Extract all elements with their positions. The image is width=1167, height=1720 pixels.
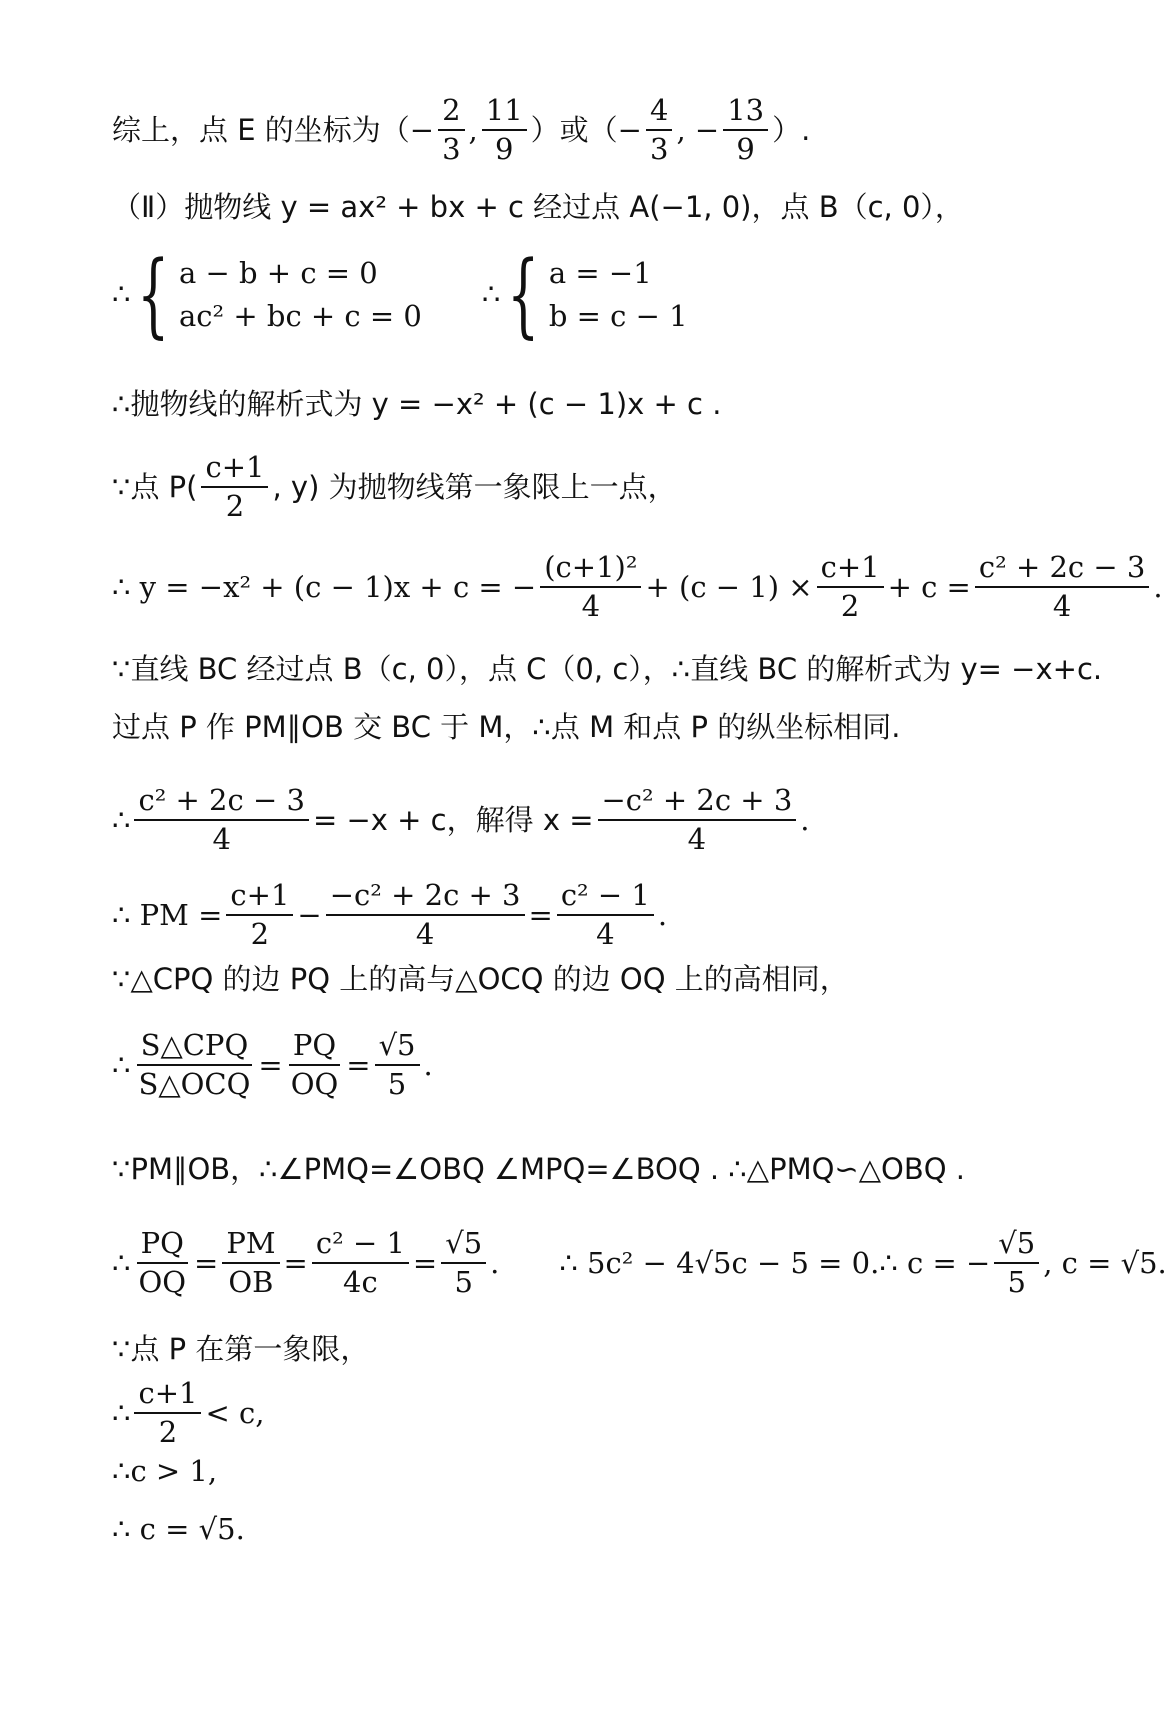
fraction: $\frac{\text{−c² + 2c + 3}}{4}$	[326, 880, 525, 951]
fraction: $\frac{11}{9}$	[482, 95, 527, 166]
text: （Ⅱ）抛物线 y = ax² + bx + c 经过点 A(−1, 0)，点 B（c, 0），	[112, 190, 964, 224]
fraction: $\frac{c+1}{2}$	[226, 880, 293, 951]
line-4	[112, 387, 722, 421]
fraction: $\frac{\text{c² − 1}}{4c}$	[312, 1228, 409, 1299]
line-1: 综上，点 E 的坐标为（ − $\frac{2}{3}$ , $\frac{11}{9}$ ）或（ − $\frac{4}{3}$ , − $\frac{13}{9}$ ）.	[112, 93, 811, 167]
fraction: $\frac{2}{3}$	[438, 95, 464, 166]
fraction: $\frac{\text{(c+1)²}}{4}$	[540, 552, 641, 623]
fraction: $\frac{\text{−c² + 2c + 3}}{4}$	[598, 785, 797, 856]
line-2	[112, 190, 964, 224]
fraction: $\frac{c+1}{2}$	[201, 452, 268, 523]
line-15: ∵点 P 在第一象限，	[112, 1332, 370, 1366]
fraction: $\frac{4}{3}$	[646, 95, 672, 166]
fraction: $\frac{\text{c² + 2c − 3}}{4}$	[975, 552, 1149, 623]
fraction: $\frac{√5}{5}$	[375, 1030, 420, 1101]
fraction: $\frac{PQ}{OQ}$	[290, 1028, 339, 1102]
text: ）.	[772, 112, 811, 147]
line-17: ∴c > 1,	[112, 1454, 218, 1488]
fraction: $\frac{√5}{5}$	[994, 1228, 1039, 1299]
line-12: ∴ $\frac{\text{S△CPQ}}{\text{S△OCQ}}$ = $\frac{PQ}{OQ}$ = $\frac{√5}{5}$ .	[112, 1028, 433, 1102]
line-3-systems: ∴ { a − b + c = 0 ac² + bc + c = 0 ∴ { a = −1 b = c − 1	[112, 241, 688, 348]
fraction: $\frac{\text{c² + 2c − 3}}{4}$	[134, 785, 308, 856]
line-5: ∵点 P( $\frac{c+1}{2}$ , y) 为抛物线第一象限上一点，	[112, 450, 677, 524]
line-13: ∵PM∥OB，∴∠PMQ=∠OBQ ∠MPQ=∠BOQ . ∴△PMQ∽△OBQ .	[112, 1152, 966, 1186]
equation-system-2: { a = −1 b = c − 1	[507, 241, 688, 348]
line-6: ∴ y = −x² + (c − 1)x + c = − $\frac{\text{(c+1)²}}{4}$ + (c − 1) × $\frac{c+1}{2}$ + c = $\frac{\text{c² + 2c − 3}}{4}$ .	[112, 550, 1163, 624]
line-18: ∴ c = √5.	[112, 1512, 245, 1546]
line-9: ∴ $\frac{\text{c² + 2c − 3}}{4}$ = −x + c，解得 x = $\frac{\text{−c² + 2c + 3}}{4}$ .	[112, 783, 810, 857]
fraction: $\frac{\text{c² − 1}}{4}$	[557, 880, 654, 951]
text: ∴抛物线的解析式为 y = −x² + (c − 1)x + c .	[112, 387, 722, 421]
line-10: ∴ PM = $\frac{c+1}{2}$ − $\frac{\text{−c² + 2c + 3}}{4}$ = $\frac{\text{c² − 1}}{4}$ .	[112, 878, 668, 952]
text: 综上，点 E 的坐标为（	[112, 112, 410, 147]
line-16: ∴ $\frac{c+1}{2}$ < c,	[112, 1376, 265, 1450]
equation-system-1: { a − b + c = 0 ac² + bc + c = 0	[137, 241, 422, 348]
fraction: $\frac{√5}{5}$	[441, 1228, 486, 1299]
line-14: ∴ $\frac{PQ}{OQ}$ = $\frac{PM}{OB}$ = $\frac{\text{c² − 1}}{4c}$ = $\frac{√5}{5}$ . ∴ 5c² − 4√5c − 5 = 0.∴ c = − $\frac{√5}{5}$ , c = √5.	[112, 1226, 1167, 1300]
line-11: ∵△CPQ 的边 PQ 上的高与△OCQ 的边 OQ 上的高相同，	[112, 962, 849, 996]
text: ）或（	[530, 112, 618, 147]
fraction: $\frac{PM}{OB}$	[222, 1228, 279, 1299]
fraction: $\frac{PQ}{OQ}$	[138, 1226, 187, 1300]
line-8: 过点 P 作 PM∥OB 交 BC 于 M，∴点 M 和点 P 的纵坐标相同.	[112, 710, 901, 744]
fraction: $\frac{c+1}{2}$	[817, 552, 884, 623]
fraction: $\frac{\text{S△CPQ}}{\text{S△OCQ}}$	[138, 1028, 251, 1102]
fraction: $\frac{c+1}{2}$	[134, 1378, 201, 1449]
line-7: ∵直线 BC 经过点 B（c, 0），点 C（0, c），∴直线 BC 的解析式为 y= −x+c.	[112, 652, 1103, 686]
fraction: $\frac{13}{9}$	[723, 95, 768, 166]
